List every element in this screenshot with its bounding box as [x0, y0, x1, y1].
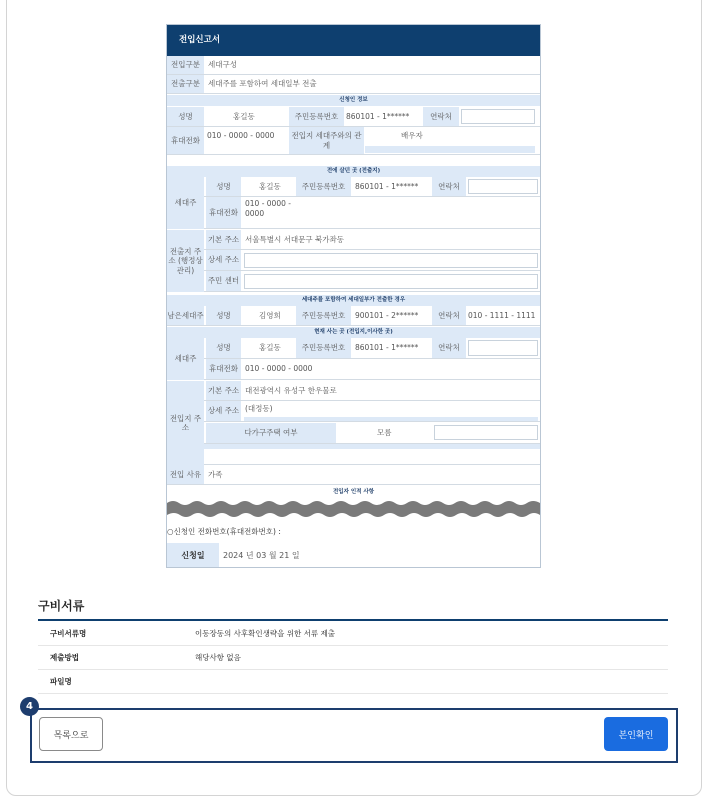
- cur-base-addr-label: 기본 주소: [206, 381, 241, 400]
- applicant-contact-label: 연락처: [423, 107, 459, 126]
- relation-strip: [365, 146, 535, 153]
- applicant-rrn: 860101 - 1******: [346, 111, 410, 121]
- remaining-rrn-label: 주민등록번호: [296, 306, 351, 325]
- attachment-key: 구비서류명: [50, 629, 87, 638]
- mover-section-title: 전입자 인적 사항: [167, 485, 540, 499]
- reason-label: 전입 사유: [167, 465, 204, 484]
- previous-section-title: 전에 살던 곳 (전출지): [167, 166, 540, 177]
- out-type-label: 전출구분: [167, 75, 204, 93]
- prev-center-field: [244, 274, 538, 289]
- cur-rrn-label: 주민등록번호: [296, 338, 351, 358]
- attachment-value: 해당사항 없음: [195, 653, 241, 662]
- attachment-key: 파일명: [50, 677, 72, 686]
- applicant-mobile-label: 휴대전화: [167, 127, 204, 154]
- move-type-row: [167, 56, 540, 75]
- multi-house-label: 다가구주택 여부: [206, 423, 336, 443]
- prev-center-label: 주민 센터: [206, 271, 241, 291]
- cur-mobile: 010 - 0000 - 0000: [245, 364, 313, 374]
- back-to-list-button[interactable]: 목록으로: [39, 717, 103, 751]
- prev-mobile: 010 - 0000 - 0000: [245, 199, 291, 218]
- prev-rrn: 860101 - 1******: [355, 181, 419, 191]
- torn-edge: [167, 499, 540, 519]
- applicant-contact-field: [461, 109, 535, 124]
- remaining-name-label: 성명: [206, 306, 241, 325]
- cur-addr-group-label: 전입지 주소: [167, 381, 204, 465]
- prev-addr-group-label: 전출지 주소 (행정상관리): [167, 230, 204, 292]
- remaining-contact-label: 연락처: [432, 306, 466, 325]
- cur-base-addr: 대전광역시 유성구 한우물로: [245, 385, 337, 395]
- prev-householder-row: [204, 177, 540, 197]
- cur-householder-row: [204, 338, 540, 359]
- cur-householder-label: 세대주: [167, 338, 204, 380]
- action-bar-highlight: [30, 708, 678, 763]
- prev-rrn-label: 주민등록번호: [296, 177, 351, 196]
- partial-section-title: 세대주를 포함하여 세대일부가 전출한 경우: [167, 295, 540, 306]
- phone-note: ○신청인 전화번호(휴대전화번호) :: [167, 527, 281, 536]
- cur-mobile-row: [204, 359, 540, 380]
- out-type-row: [167, 75, 540, 94]
- remaining-contact: 010 - 1111 - 1111: [468, 310, 536, 320]
- remaining-householder-row: [167, 306, 540, 326]
- identity-verify-button[interactable]: 본인확인: [604, 717, 668, 751]
- remaining-rrn: 900101 - 2******: [355, 310, 419, 320]
- cur-detail-strip: [244, 417, 538, 421]
- cur-contact-field: [468, 340, 538, 356]
- prev-center-row: [204, 271, 540, 292]
- move-in-report-form: [166, 24, 541, 568]
- move-type-value: 세대구성: [208, 60, 237, 70]
- applicant-row: [167, 107, 540, 127]
- applicant-relation: 배우자: [401, 131, 423, 141]
- cur-detail-addr: (대정동): [245, 404, 273, 414]
- multi-house-field: [434, 425, 538, 440]
- current-section-title: 현재 사는 곳 (전입지,이사한 곳): [167, 327, 540, 338]
- step-badge: 4: [20, 697, 39, 716]
- multi-house-value: 모름: [377, 428, 392, 438]
- reason-row: [167, 465, 540, 485]
- attachments-title: 구비서류: [38, 599, 85, 613]
- attachments-divider: [38, 619, 668, 621]
- prev-mobile-row: [204, 197, 540, 229]
- cur-detail-addr-label: 상세 주소: [206, 401, 241, 421]
- applicant-rrn-label: 주민등록번호: [289, 107, 344, 126]
- prev-contact-field: [468, 179, 538, 194]
- date-label: 신청일: [167, 543, 219, 568]
- move-type-label: 전입구분: [167, 56, 204, 74]
- prev-detail-addr-row: [204, 250, 540, 271]
- cur-mobile-label: 휴대전화: [206, 359, 241, 379]
- prev-contact-label: 연락처: [432, 177, 466, 196]
- prev-detail-addr-field: [244, 253, 538, 268]
- applicant-section-title: 신청인 정보: [167, 95, 540, 106]
- prev-name-label: 성명: [206, 177, 241, 196]
- cur-contact-label: 연락처: [432, 338, 466, 358]
- date-row: [167, 540, 540, 568]
- applicant-name-label: 성명: [167, 107, 204, 126]
- date-value: 2024 년 03 월 21 일: [223, 551, 300, 560]
- applicant-mobile: 010 - 0000 - 0000: [207, 131, 275, 141]
- reason-value: 가족: [208, 469, 223, 479]
- prev-base-addr-label: 기본 주소: [206, 230, 241, 249]
- cur-name: 홍길동: [259, 343, 281, 353]
- cur-blank-row: [204, 444, 540, 465]
- cur-blank-strip: [204, 444, 540, 449]
- attachment-row: [38, 622, 668, 646]
- applicant-mobile-row: [167, 127, 540, 155]
- applicant-name: 홍길동: [233, 111, 255, 121]
- prev-base-addr-row: [204, 230, 540, 250]
- attachment-row: [38, 670, 668, 694]
- out-type-value: 세대주를 포함하여 세대일부 전출: [208, 79, 317, 89]
- prev-mobile-label: 휴대전화: [206, 197, 241, 228]
- applicant-relation-label: 전입지 세대주와의 관계: [289, 127, 364, 154]
- prev-name: 홍길동: [259, 181, 281, 191]
- cur-detail-addr-row: [204, 401, 540, 422]
- prev-detail-addr-label: 상세 주소: [206, 250, 241, 270]
- cur-name-label: 성명: [206, 338, 241, 358]
- remaining-name: 김영희: [259, 310, 281, 320]
- cur-rrn: 860101 - 1******: [355, 343, 419, 353]
- attachment-row: [38, 646, 668, 670]
- cur-base-addr-row: [204, 381, 540, 401]
- prev-householder-label: 세대주: [167, 177, 204, 229]
- cur-multi-house-row: [204, 423, 540, 444]
- attachment-value: 이동장동의 사후확인생략을 위한 서류 제출: [195, 629, 335, 638]
- prev-base-addr: 서울특별시 서대문구 북가좌동: [245, 234, 344, 244]
- form-title: 전입신고서: [167, 25, 540, 56]
- attachment-key: 제출방법: [50, 653, 79, 662]
- remaining-householder-label: 남은세대주: [167, 306, 204, 325]
